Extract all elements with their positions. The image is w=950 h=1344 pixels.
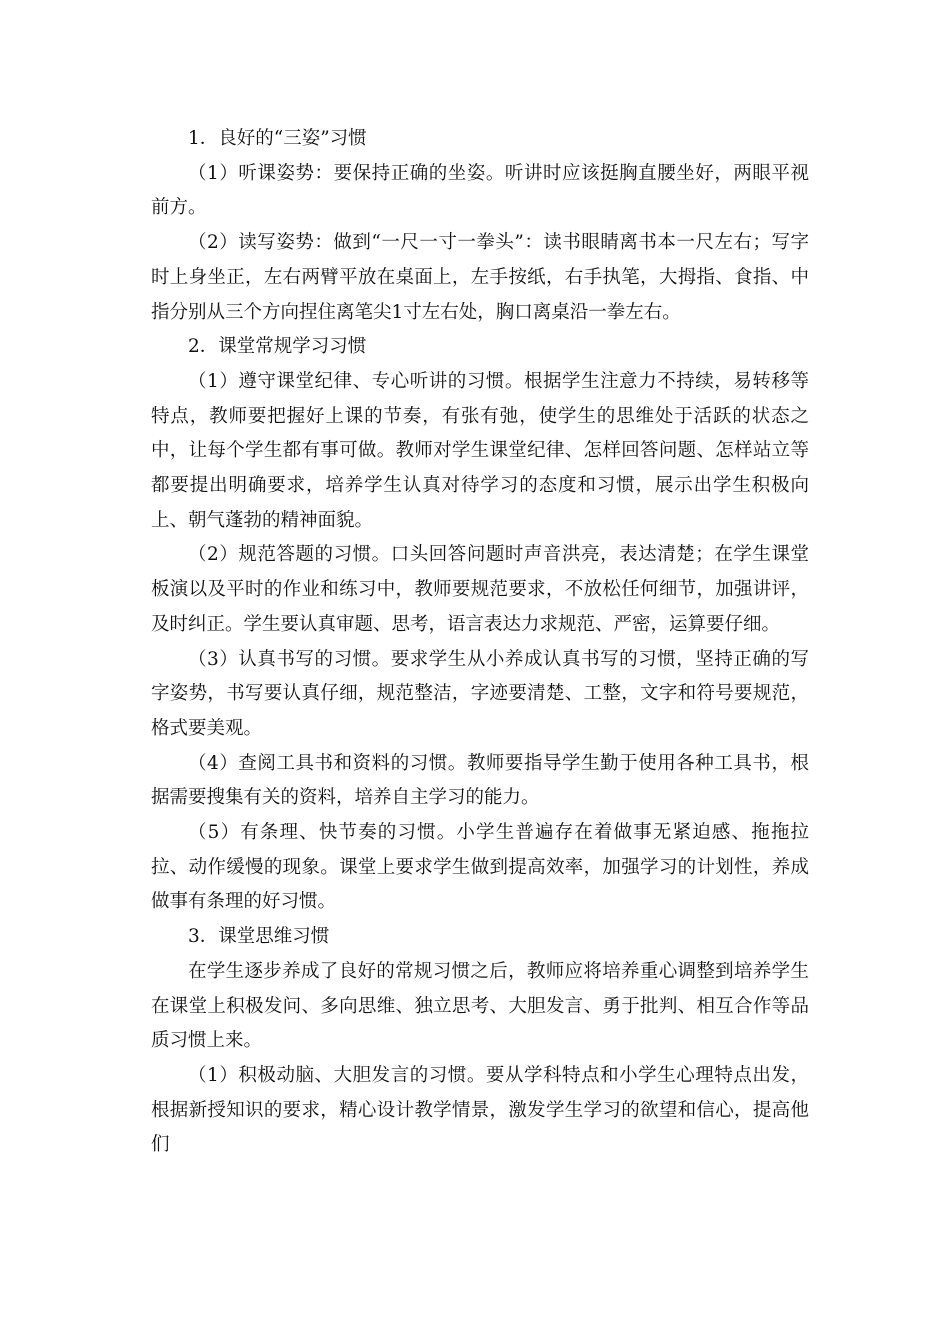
paragraph-reading-writing-posture: （2）读写姿势：做到“一尺一寸一拳头”：读书眼睛离书本一尺左右；写字时上身坐正，左右两臂平放在桌面上，左手按纸，右手执笔，大拇指、食指、中指分别从三个方向捏住离笔尖1寸左右处，胸口离桌沿一拳左右。 [151, 232, 809, 323]
paragraph-careful-writing: （3）认真书写的习惯。要求学生从小养成认真书写的习惯，坚持正确的写字姿势，书写要认真仔细，规范整洁，字迹要清楚、工整，文字和符号要规范，格式要美观。 [151, 648, 809, 739]
document-body [151, 122, 809, 1163]
heading-three-postures: 1．良好的“三姿”习惯 [188, 128, 367, 149]
paragraph-active-thinking: （1）积极动脑、大胆发言的习惯。要从学科特点和小学生心理特点出发，根据新授知识的要求，精心设计教学情景，激发学生学习的欲望和信心，提高他们 [151, 1064, 809, 1156]
paragraph-standard-answering: （2）规范答题的习惯。口头回答问题时声音洪亮，表达清楚；在学生课堂板演以及平时的作业和练习中，教师要规范要求，不放松任何细节，加强讲评，及时纠正。学生要认真审题、思考，语言表达力求规范、严密，运算要仔细。 [151, 544, 809, 635]
paragraph-thinking-intro: 在学生逐步养成了良好的常规习惯之后，教师应将培养重心调整到培养学生在课堂上积极发问、多向思维、独立思考、大胆发言、勇于批判、相互合作等品质习惯上来。 [151, 960, 809, 1052]
heading-classroom-routine-habits: 2．课堂常规学习习惯 [188, 336, 367, 358]
paragraph-reference-books: （4）查阅工具书和资料的习惯。教师要指导学生勤于使用各种工具书，根据需要搜集有关的资料，培养自主学习的能力。 [151, 752, 809, 809]
heading-classroom-thinking-habits: 3．课堂思维习惯 [188, 926, 330, 948]
paragraph-organized-fast-pace: （5）有条理、快节奏的习惯。小学生普遍存在着做事无紧迫感、拖拖拉拉、动作缓慢的现象。课堂上要求学生做到提高效率，加强学习的计划性，养成做事有条理的好习惯。 [151, 822, 809, 913]
paragraph-listening-posture: （1）听课姿势：要保持正确的坐姿。听讲时应该挺胸直腰坐好，两眼平视前方。 [151, 162, 809, 219]
paragraph-discipline-listening: （1）遵守课堂纪律、专心听讲的习惯。根据学生注意力不持续，易转移等特点，教师要把握好上课的节奏，有张有弛，使学生的思维处于活跃的状态之中，让每个学生都有事可做。教师对学生课堂纪律、怎样回答问题、怎样站立等都要提出明确要求，培养学生认真对待学习的态度和习惯，展示出学生积极向上、朝气蓬勃的精神面貌。 [151, 370, 809, 531]
